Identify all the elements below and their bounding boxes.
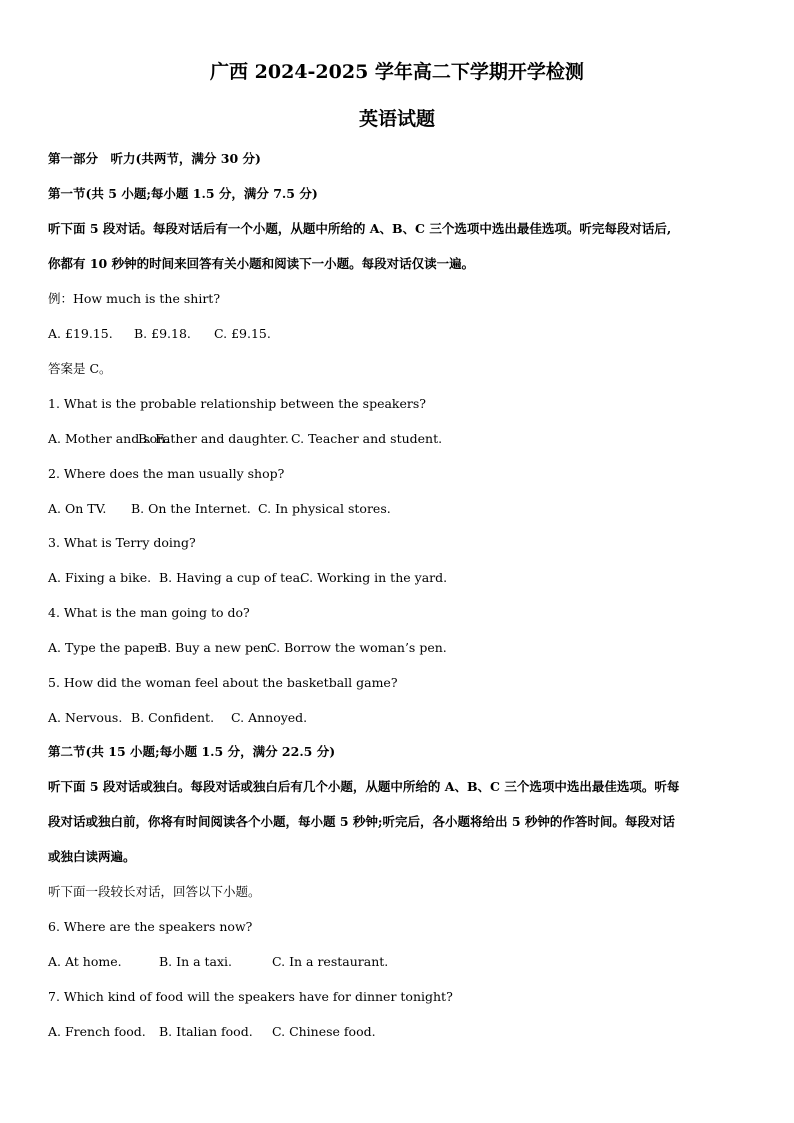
- instruction-2-line-2: 段对话或独白前，你将有时间阅读各个小题，每小题 5 秒钟;听完后，各小题将给出 5 秒钟的作答时间。每段对话: [48, 814, 675, 829]
- q6-option-b: B. In a taxi.: [159, 954, 233, 969]
- instruction-2-line-1: 听下面 5 段对话或独白。每段对话或独白后有几个小题，从题中所给的 A、B、C 三个选项中选出最佳选项。听每: [48, 779, 680, 794]
- page-title: 广西 2024-2025 学年高二下学期开学检测: [210, 61, 584, 83]
- instruction-2-line-3: 或独白读两遍。: [48, 849, 136, 864]
- question-6: 6. Where are the speakers now?: [48, 919, 253, 934]
- page-subtitle: 英语试题: [358, 108, 435, 130]
- question-3: 3. What is Terry doing?: [48, 535, 196, 550]
- question-5: 5. How did the woman feel about the basketball game?: [48, 675, 398, 690]
- q1-option-a: A. Mother and son.: [48, 431, 170, 446]
- question-2: 2. Where does the man usually shop?: [48, 466, 285, 481]
- q7-option-b: B. Italian food.: [159, 1024, 253, 1039]
- q6-option-c: C. In a restaurant.: [272, 954, 389, 969]
- question-3-options: [48, 569, 758, 587]
- q2-option-a: A. On TV.: [48, 501, 107, 516]
- question-4-options: [48, 639, 758, 657]
- question-1: 1. What is the probable relationship between the speakers?: [48, 396, 426, 411]
- part-heading: 第一部分 听力(共两节，满分 30 分): [48, 151, 261, 166]
- q4-option-a: A. Type the paper.: [48, 640, 164, 655]
- q7-option-a: A. French food.: [48, 1024, 146, 1039]
- question-1-options: [48, 430, 758, 448]
- q5-option-c: C. Annoyed.: [231, 710, 308, 725]
- q6-option-a: A. At home.: [48, 954, 122, 969]
- q7-option-c: C. Chinese food.: [272, 1024, 376, 1039]
- question-5-options: [48, 709, 758, 727]
- q1-option-c: C. Teacher and student.: [291, 431, 443, 446]
- q5-option-b: B. Confident.: [131, 710, 215, 725]
- question-7-options: [48, 1023, 758, 1041]
- example-option-a: A. £19.15.: [48, 326, 113, 341]
- q3-option-c: C. Working in the yard.: [300, 570, 448, 585]
- question-4: 4. What is the man going to do?: [48, 605, 250, 620]
- q4-option-c: C. Borrow the woman’s pen.: [267, 640, 447, 655]
- dialog-intro: 听下面一段较长对话，回答以下小题。: [48, 884, 261, 899]
- q2-option-b: B. On the Internet.: [131, 501, 251, 516]
- q3-option-a: A. Fixing a bike.: [48, 570, 152, 585]
- question-7: 7. Which kind of food will the speakers have for dinner tonight?: [48, 989, 453, 1004]
- section-heading-1: 第一节(共 5 小题;每小题 1.5 分，满分 7.5 分): [48, 186, 318, 201]
- q2-option-c: C. In physical stores.: [258, 501, 391, 516]
- question-6-options: [48, 953, 758, 971]
- question-2-options: [48, 500, 758, 518]
- example-question: 例：How much is the shirt?: [48, 291, 221, 306]
- section-heading-2: 第二节(共 15 小题;每小题 1.5 分，满分 22.5 分): [48, 744, 336, 759]
- q5-option-a: A. Nervous.: [48, 710, 123, 725]
- example-option-b: B. £9.18.: [134, 326, 191, 341]
- q1-option-b: B. Father and daughter.: [138, 431, 289, 446]
- example-answer: 答案是 C。: [48, 361, 112, 376]
- q3-option-b: B. Having a cup of tea.: [159, 570, 304, 585]
- example-option-c: C. £9.15.: [214, 326, 271, 341]
- instruction-1-line-2: 你都有 10 秒钟的时间来回答有关小题和阅读下一小题。每段对话仅读一遍。: [48, 256, 475, 271]
- q4-option-b: B. Buy a new pen.: [158, 640, 273, 655]
- example-options: [48, 325, 758, 343]
- instruction-1-line-1: 听下面 5 段对话。每段对话后有一个小题，从题中所给的 A、B、C 三个选项中选出最佳选项。听完每段对话后,: [48, 221, 672, 236]
